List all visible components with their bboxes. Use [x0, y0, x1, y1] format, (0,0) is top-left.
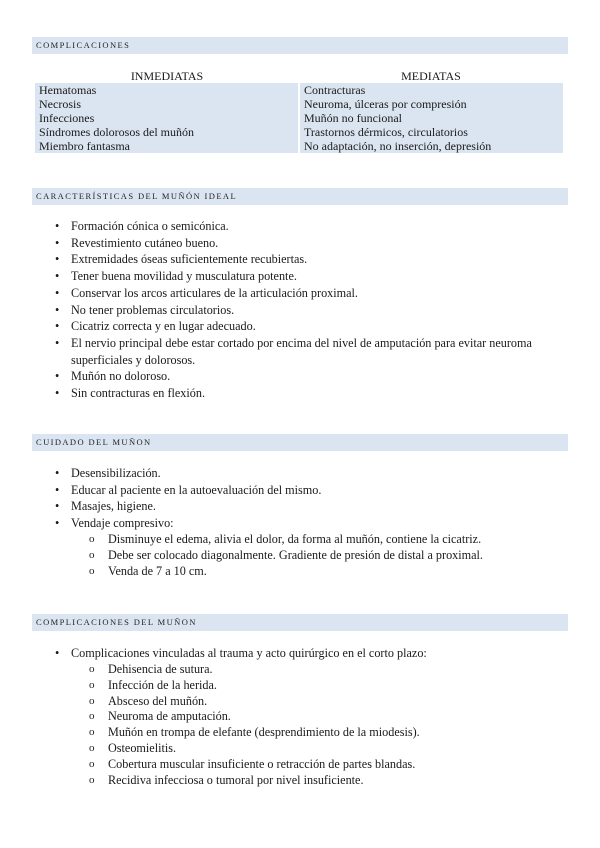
list-item-label: Complicaciones vinculadas al trauma y acto quirúrgico en el corto plazo: — [71, 646, 427, 660]
sublist-item: o Debe ser colocado diagonalmente. Gradiente de presión de distal a proximal. — [89, 548, 552, 564]
table-row — [35, 97, 563, 111]
list-item: • Revestimiento cutáneo bueno. — [52, 235, 552, 252]
table-cell: Trastornos dérmicos, circulatorios — [299, 125, 563, 139]
list-item: • El nervio principal debe estar cortado por encima del nivel de amputación para evitar neuroma superficiales y dolorosos. — [52, 335, 552, 368]
column-header-mediatas: MEDIATAS — [401, 69, 461, 83]
list-item: • Extremidades óseas suficientemente recubiertas. — [52, 251, 552, 268]
stump-complications-list — [52, 645, 552, 789]
table-cell: Neuroma, úlceras por compresión — [299, 97, 563, 111]
complications-table — [35, 68, 563, 153]
table-row — [35, 83, 563, 97]
bandage-sublist — [89, 532, 552, 580]
list-item: • No tener problemas circulatorios. — [52, 302, 552, 319]
table-cell: Contracturas — [299, 83, 563, 97]
sublist-item: o Muñón en trompa de elefante (desprendimiento de la miodesis). — [89, 725, 552, 741]
sublist-item: o Absceso del muñón. — [89, 694, 552, 710]
characteristics-list — [52, 218, 552, 402]
table-row — [35, 139, 563, 153]
list-item: • Conservar los arcos articulares de la articulación proximal. — [52, 285, 552, 302]
list-item — [52, 515, 552, 579]
sublist-item: o Cobertura muscular insuficiente o retracción de partes blandas. — [89, 757, 552, 773]
section-header-cuidado: CUIDADO DEL MUÑON — [32, 434, 568, 451]
list-item-label: Vendaje compresivo: — [71, 516, 174, 531]
sublist-item: o Disminuye el edema, alivia el dolor, da forma al muñón, contiene la cicatriz. — [89, 532, 552, 548]
sublist-item: o Osteomielitis. — [89, 741, 552, 757]
table-cell: Miembro fantasma — [35, 139, 299, 153]
sublist-item: o Infección de la herida. — [89, 678, 552, 694]
table-cell: Necrosis — [35, 97, 299, 111]
list-item: • Sin contracturas en flexión. — [52, 385, 552, 402]
list-item: • Muñón no doloroso. — [52, 368, 552, 385]
list-item — [52, 645, 552, 789]
care-list — [52, 465, 552, 580]
section-header-complicaciones-munon: COMPLICACIONES DEL MUÑON — [32, 614, 568, 631]
list-item: • Masajes, higiene. — [52, 498, 552, 515]
table-row — [35, 125, 563, 139]
table-cell: Síndromes dolorosos del muñón — [35, 125, 299, 139]
list-item: • Formación cónica o semicónica. — [52, 218, 552, 235]
section-header-caracteristicas: CARACTERÍSTICAS DEL MUÑÓN IDEAL — [32, 188, 568, 205]
list-item: • Educar al paciente en la autoevaluación del mismo. — [52, 482, 552, 499]
table-cell: No adaptación, no inserción, depresión — [299, 139, 563, 153]
sublist-item: o Neuroma de amputación. — [89, 709, 552, 725]
table-row — [35, 111, 563, 125]
section-header-complicaciones: COMPLICACIONES — [32, 37, 568, 54]
sublist-item: o Dehisencia de sutura. — [89, 662, 552, 678]
sublist-item: o Recidiva infecciosa o tumoral por nivel insuficiente. — [89, 773, 552, 789]
list-item: • Desensibilización. — [52, 465, 552, 482]
table-cell: Muñón no funcional — [299, 111, 563, 125]
table-cell: Infecciones — [35, 111, 299, 125]
sublist-item: o Venda de 7 a 10 cm. — [89, 564, 552, 580]
list-item: • Tener buena movilidad y musculatura potente. — [52, 268, 552, 285]
list-item: • Cicatriz correcta y en lugar adecuado. — [52, 318, 552, 335]
short-term-complications-sublist — [89, 662, 552, 789]
column-header-inmediatas: INMEDIATAS — [130, 69, 204, 83]
table-cell: Hematomas — [35, 83, 299, 97]
